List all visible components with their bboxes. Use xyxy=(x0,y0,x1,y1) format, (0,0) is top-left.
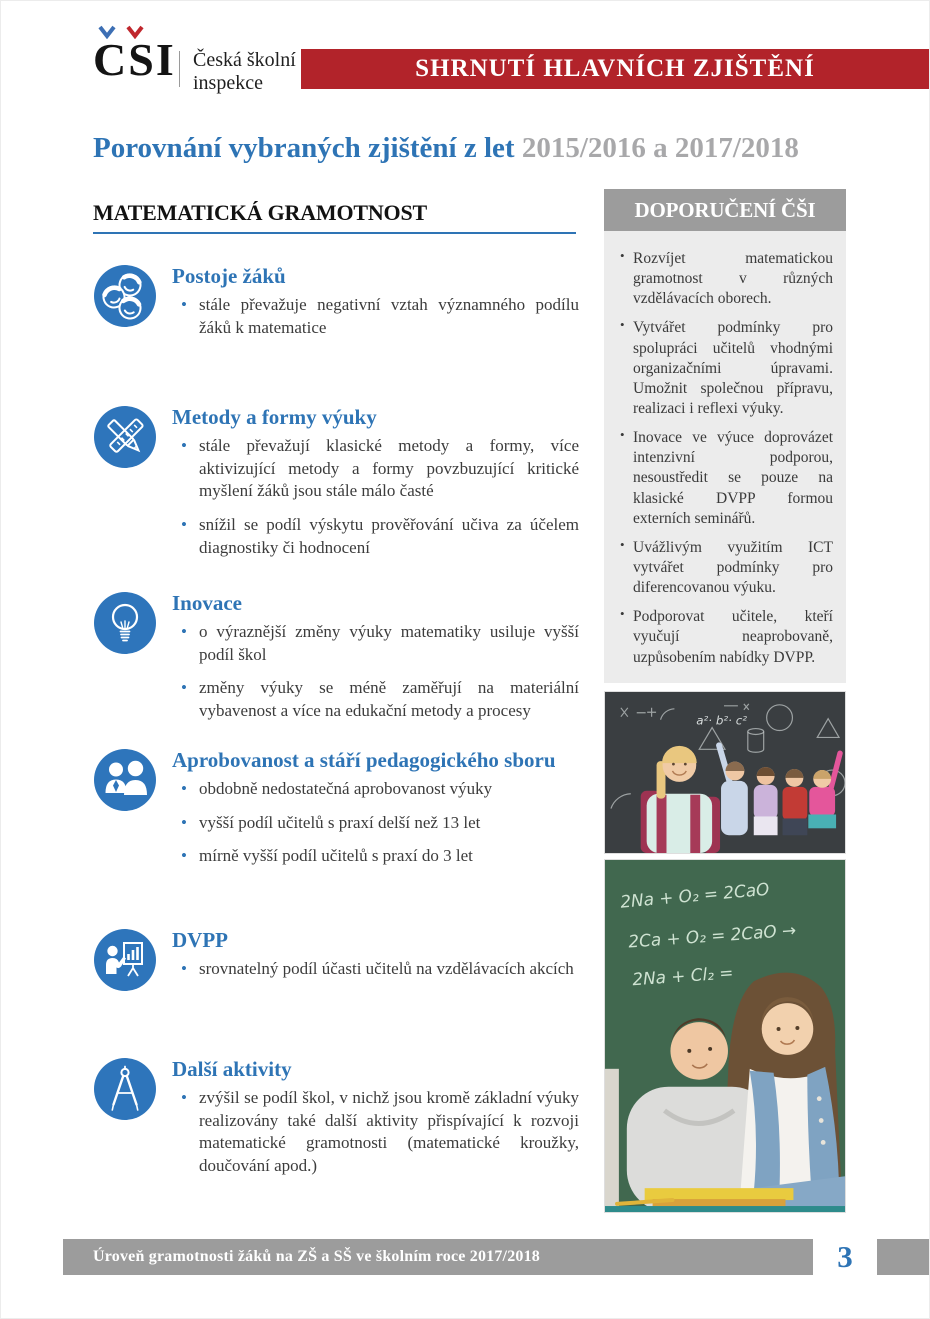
logo-divider xyxy=(179,51,180,87)
topic-title: Postoje žáků xyxy=(172,264,286,288)
header-banner: SHRNUTÍ HLAVNÍCH ZJIŠTĚNÍ xyxy=(301,49,929,89)
footer-corner-block xyxy=(877,1239,930,1275)
bullet-item: • vyšší podíl učitelů s praxí delší než 13 let xyxy=(172,812,579,835)
chalk-formula: a²· b²· c² xyxy=(696,713,748,728)
topic-title: DVPP xyxy=(172,928,228,952)
topic-metody-a-formy-vyuky xyxy=(93,405,579,570)
logo-name-line2: inspekce xyxy=(193,72,263,94)
bullet-item: • snížil se podíl výskytu prověřování učiva za účelem diagnostiky či hodnocení xyxy=(172,514,579,559)
bullet-item: • Inovace ve výuce doprovázet intenzivní podporou, nesoustředit se pouze na klasické DVPP formou externích seminářů. xyxy=(618,428,833,529)
logo-organization-name xyxy=(193,49,296,95)
section-title: MATEMATICKÁ GRAMOTNOST xyxy=(93,200,427,225)
chalk-line-1: 2Na + O₂ = 2CaO xyxy=(619,878,771,912)
chalk-line-3: 2Na + Cl₂ = xyxy=(631,962,734,990)
bullet-item: • stále převažuje negativní vztah významného podílu žáků k matematice xyxy=(172,294,579,339)
photo-students-chalkboard xyxy=(604,859,846,1213)
topic-bullets xyxy=(172,621,579,722)
drafting-compass-icon xyxy=(93,1057,157,1121)
logo-letter-s: S xyxy=(128,34,156,85)
bullet-item: • srovnatelný podíl účasti učitelů na vzdělávacích akcích xyxy=(172,958,579,981)
footer-bar: Úroveň gramotnosti žáků na ZŠ a SŠ ve školním roce 2017/2018 xyxy=(63,1239,813,1275)
lightbulb-icon xyxy=(93,591,157,655)
pupils-faces-icon xyxy=(93,264,157,328)
teachers-icon xyxy=(93,748,157,812)
topic-postoje-zaku xyxy=(93,264,579,350)
topic-title: Aprobovanost a stáří pedagogického sboru xyxy=(172,748,556,772)
bullet-item: • obdobně nedostatečná aprobovanost výuky xyxy=(172,778,579,801)
topic-dvpp xyxy=(93,928,579,992)
recommendations-header: DOPORUČENÍ ČŠI xyxy=(604,189,846,231)
topic-body xyxy=(172,748,579,879)
presentation-chart-icon xyxy=(93,928,157,992)
csi-logo xyxy=(93,34,176,85)
photo-children-blackboard xyxy=(604,691,846,854)
section-underline xyxy=(93,232,576,234)
bullet-item: • Vytvářet podmínky pro spolupráci učitelů vhodnými organizačními úpravami. Umožnit společnou přípravu, realizaci i reflexi výuky. xyxy=(618,318,833,419)
bullet-item: • Rozvíjet matematickou gramotnost v různých vzdělávacích oborech. xyxy=(618,249,833,309)
topic-body xyxy=(172,591,579,734)
bullet-item: • Uvážlivým využitím ICT vytvářet podmínky pro diferencovanou výuku. xyxy=(618,538,833,598)
page-title-years: 2015/2016 a 2017/2018 xyxy=(521,132,799,164)
bullet-item: • zvýšil se podíl škol, v nichž jsou kromě základní výuky realizovány také další aktivity přispívající k rozvoji matematické gramotnosti (matematické kroužky, doučování apod.) xyxy=(172,1087,579,1177)
bullet-item: • Podporovat učitele, kteří vyučují neaprobovaně, uzpůsobením nabídky DVPP. xyxy=(618,607,833,667)
blue-check-icon xyxy=(97,25,117,39)
bullet-item: • stále převažují klasické metody a formy, více aktivizující metody a formy povzbuzující kritické myšlení žáků jsou stále málo časté xyxy=(172,435,579,503)
recommendations-box xyxy=(604,231,846,683)
logo-check-marks xyxy=(97,25,145,44)
page-number: 3 xyxy=(837,1239,853,1274)
chalk-line-2: 2Ca + O₂ = 2CaO → xyxy=(627,919,797,952)
bullet-item: • změny výuky se méně zaměřují na materiální vybavenost a více na edukační metody a procesy xyxy=(172,677,579,722)
topic-bullets xyxy=(172,778,579,868)
page-title xyxy=(93,132,799,165)
topic-title: Metody a formy výuky xyxy=(172,405,377,429)
bullet-item: • mírně vyšší podíl učitelů s praxí do 3 let xyxy=(172,845,579,868)
topic-body xyxy=(172,1057,579,1189)
topic-bullets xyxy=(172,435,579,559)
topic-inovace xyxy=(93,591,579,734)
topic-title: Další aktivity xyxy=(172,1057,292,1081)
red-check-icon xyxy=(125,25,145,39)
topic-aprobovanost xyxy=(93,748,579,879)
topic-body xyxy=(172,928,579,992)
topic-body xyxy=(172,264,579,350)
logo-letter-c: C xyxy=(93,34,129,85)
topic-body xyxy=(172,405,579,570)
topic-bullets xyxy=(172,1087,579,1177)
topic-bullets xyxy=(172,294,579,339)
bullet-item: • o výraznější změny výuky matematiky usiluje vyšší podíl škol xyxy=(172,621,579,666)
recommendations-list xyxy=(618,249,833,668)
pencil-ruler-icon xyxy=(93,405,157,469)
topic-bullets xyxy=(172,958,579,981)
logo-name-line1: Česká školní xyxy=(193,49,296,71)
topic-title: Inovace xyxy=(172,591,242,615)
topic-dalsi-aktivity xyxy=(93,1057,579,1189)
page-title-main: Porovnání vybraných zjištění z let xyxy=(93,132,522,164)
logo-letter-i: I xyxy=(155,34,176,85)
